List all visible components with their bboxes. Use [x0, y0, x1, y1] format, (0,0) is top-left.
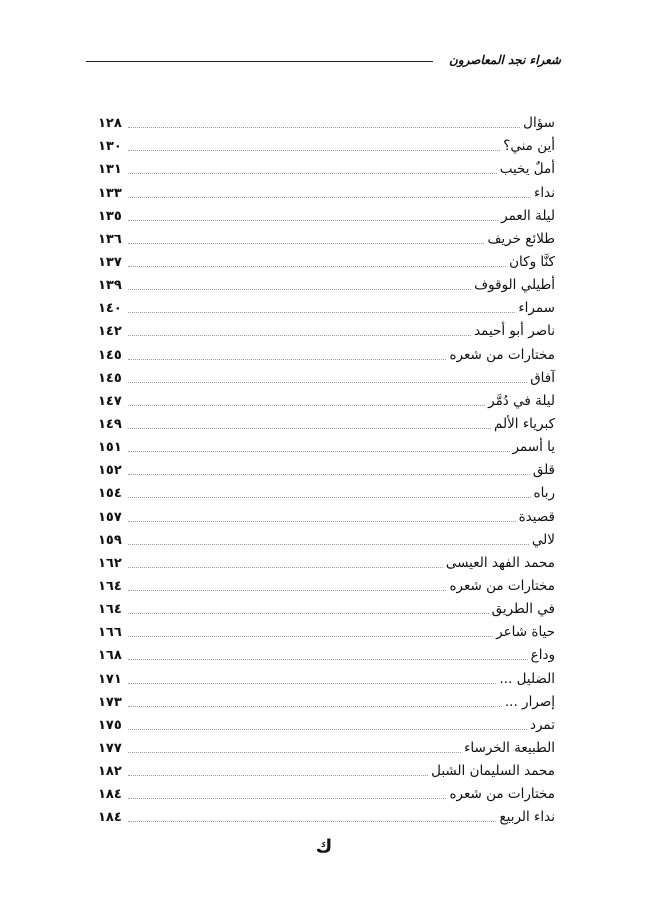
header-rule: [86, 61, 433, 62]
toc-entry: [98, 155, 555, 178]
toc-entry-page: ١٨٢: [98, 764, 122, 780]
toc-entry: [98, 271, 555, 294]
toc-entry: [98, 572, 555, 595]
toc-entry-title: كنَّا وكان: [509, 253, 555, 270]
toc-entry-page: ١٦٢: [98, 555, 122, 571]
dot-leader: [128, 150, 500, 151]
toc-entry: [98, 433, 555, 456]
toc-entry-title: طلائع خريف: [487, 230, 555, 247]
toc-entry: [98, 317, 555, 340]
dot-leader: [128, 405, 485, 406]
dot-leader: [128, 706, 502, 707]
dot-leader: [128, 636, 493, 637]
dot-leader: [128, 474, 530, 475]
toc-entry-title: الطبيعة الخرساء: [464, 739, 555, 756]
toc-entry: [98, 410, 555, 433]
dot-leader: [128, 312, 516, 313]
toc-entry-page: ١٤٢: [98, 324, 122, 340]
toc-entry-page: ١٧٥: [98, 717, 122, 733]
toc-entry: [98, 456, 555, 479]
toc-entry-title: محمد السليمان الشبل: [431, 763, 555, 780]
toc-entry-title: نداء: [534, 184, 555, 201]
toc-entry: [98, 757, 555, 780]
dot-leader: [128, 359, 447, 360]
toc-entry: [98, 780, 555, 803]
toc-entry-page: ١٤٠: [98, 301, 122, 317]
toc-entry-title: نداء الربيع: [499, 809, 555, 826]
toc-entry: [98, 688, 555, 711]
toc-entry: [98, 178, 555, 201]
running-header: [86, 52, 561, 72]
toc-entry-page: ١٣١: [98, 162, 122, 178]
toc-entry-page: ١٤٧: [98, 393, 122, 409]
toc-entry: [98, 109, 555, 132]
toc-entry-page: ١٥٩: [98, 532, 122, 548]
toc-entry-page: ١٥٧: [98, 509, 122, 525]
toc-entry-page: ١٧٧: [98, 740, 122, 756]
toc-entry-title: الضليل ...: [499, 670, 555, 687]
dot-leader: [128, 613, 489, 614]
toc-entry-title: إصرار ...: [504, 693, 555, 710]
dot-leader: [128, 798, 447, 799]
toc-entry-title: مختارات من شعره: [449, 577, 555, 594]
toc-entry-title: مختارات من شعره: [449, 346, 555, 363]
header-title: شعراء نجد المعاصرون: [449, 53, 561, 67]
toc-entry-title: آفاق: [530, 369, 555, 386]
toc-entry: [98, 387, 555, 410]
toc-entry-title: محمد الفهد العيسى: [445, 554, 555, 571]
dot-leader: [128, 335, 471, 336]
toc-entry-page: ١٦٨: [98, 648, 122, 664]
dot-leader: [128, 197, 531, 198]
dot-leader: [128, 544, 529, 545]
dot-leader: [128, 428, 491, 429]
toc-entry-page: ١٢٨: [98, 116, 122, 132]
toc-entry: [98, 641, 555, 664]
toc-entry-title: حياة شاعر: [496, 624, 555, 641]
toc-entry-page: ١٧٣: [98, 694, 122, 710]
dot-leader: [128, 243, 485, 244]
toc-entry-page: ١٥٢: [98, 463, 122, 479]
table-of-contents: [98, 109, 555, 826]
toc-entry: [98, 664, 555, 687]
dot-leader: [128, 821, 497, 822]
toc-entry: [98, 502, 555, 525]
toc-entry-title: قصيدة: [518, 508, 555, 525]
toc-entry-title: تمرد: [529, 716, 555, 733]
toc-entry-title: وداع: [530, 647, 555, 664]
toc-entry-page: ١٣٥: [98, 208, 122, 224]
toc-entry-title: ليلة العمر: [501, 207, 555, 224]
toc-entry: [98, 803, 555, 826]
dot-leader: [128, 567, 443, 568]
toc-entry-title: أملٌ يخيب: [499, 161, 555, 178]
toc-entry: [98, 595, 555, 618]
toc-entry-title: في الطريق: [491, 601, 555, 618]
toc-entry: [98, 340, 555, 363]
toc-entry: [98, 132, 555, 155]
toc-entry: [98, 225, 555, 248]
toc-entry-page: ١٦٤: [98, 602, 122, 618]
toc-entry-page: ١٣٣: [98, 185, 122, 201]
toc-entry: [98, 202, 555, 225]
dot-leader: [128, 521, 516, 522]
toc-entry-title: مختارات من شعره: [449, 786, 555, 803]
toc-entry: [98, 734, 555, 757]
toc-entry-page: ١٤٩: [98, 416, 122, 432]
toc-entry-page: ١٤٥: [98, 347, 122, 363]
toc-entry-title: كبرياء الألم: [493, 415, 555, 432]
dot-leader: [128, 220, 498, 221]
dot-leader: [128, 775, 428, 776]
dot-leader: [128, 289, 471, 290]
toc-entry: [98, 526, 555, 549]
dot-leader: [128, 590, 447, 591]
dot-leader: [128, 683, 497, 684]
toc-entry: [98, 294, 555, 317]
toc-entry-page: ١٣٠: [98, 139, 122, 155]
toc-entry-page: ١٨٤: [98, 810, 122, 826]
toc-entry-page: ١٨٤: [98, 787, 122, 803]
toc-entry-title: رباه: [533, 485, 555, 502]
toc-entry-page: ١٦٤: [98, 578, 122, 594]
toc-entry-title: سؤال: [523, 115, 555, 132]
toc-entry: [98, 479, 555, 502]
dot-leader: [128, 497, 531, 498]
toc-entry: [98, 364, 555, 387]
dot-leader: [128, 451, 510, 452]
toc-entry-page: ١٥٤: [98, 486, 122, 502]
toc-entry-page: ١٣٧: [98, 254, 122, 270]
toc-entry: [98, 248, 555, 271]
toc-entry-title: أطيلي الوقوف: [474, 277, 555, 294]
toc-entry: [98, 618, 555, 641]
toc-entry-title: ليلة في دُمَّر: [488, 392, 555, 409]
toc-entry-page: ١٣٩: [98, 278, 122, 294]
toc-entry-title: ناصر أبو أحيمد: [474, 323, 555, 340]
toc-entry-page: ١٧١: [98, 671, 122, 687]
dot-leader: [128, 173, 497, 174]
dot-leader: [128, 752, 461, 753]
toc-entry: [98, 711, 555, 734]
dot-leader: [128, 729, 527, 730]
toc-entry-title: لالي: [531, 531, 555, 548]
toc-entry-title: يا أسمر: [512, 439, 555, 456]
toc-entry-title: قلق: [532, 462, 555, 479]
toc-entry-page: ١٦٦: [98, 625, 122, 641]
page-number: ك: [315, 836, 333, 857]
toc-entry-title: أين مني؟: [503, 138, 555, 155]
dot-leader: [128, 127, 520, 128]
toc-entry: [98, 549, 555, 572]
dot-leader: [128, 266, 506, 267]
toc-entry-page: ١٣٦: [98, 231, 122, 247]
toc-entry-page: ١٤٥: [98, 370, 122, 386]
dot-leader: [128, 382, 527, 383]
toc-entry-title: سمراء: [518, 300, 555, 317]
dot-leader: [128, 659, 528, 660]
toc-entry-page: ١٥١: [98, 440, 122, 456]
